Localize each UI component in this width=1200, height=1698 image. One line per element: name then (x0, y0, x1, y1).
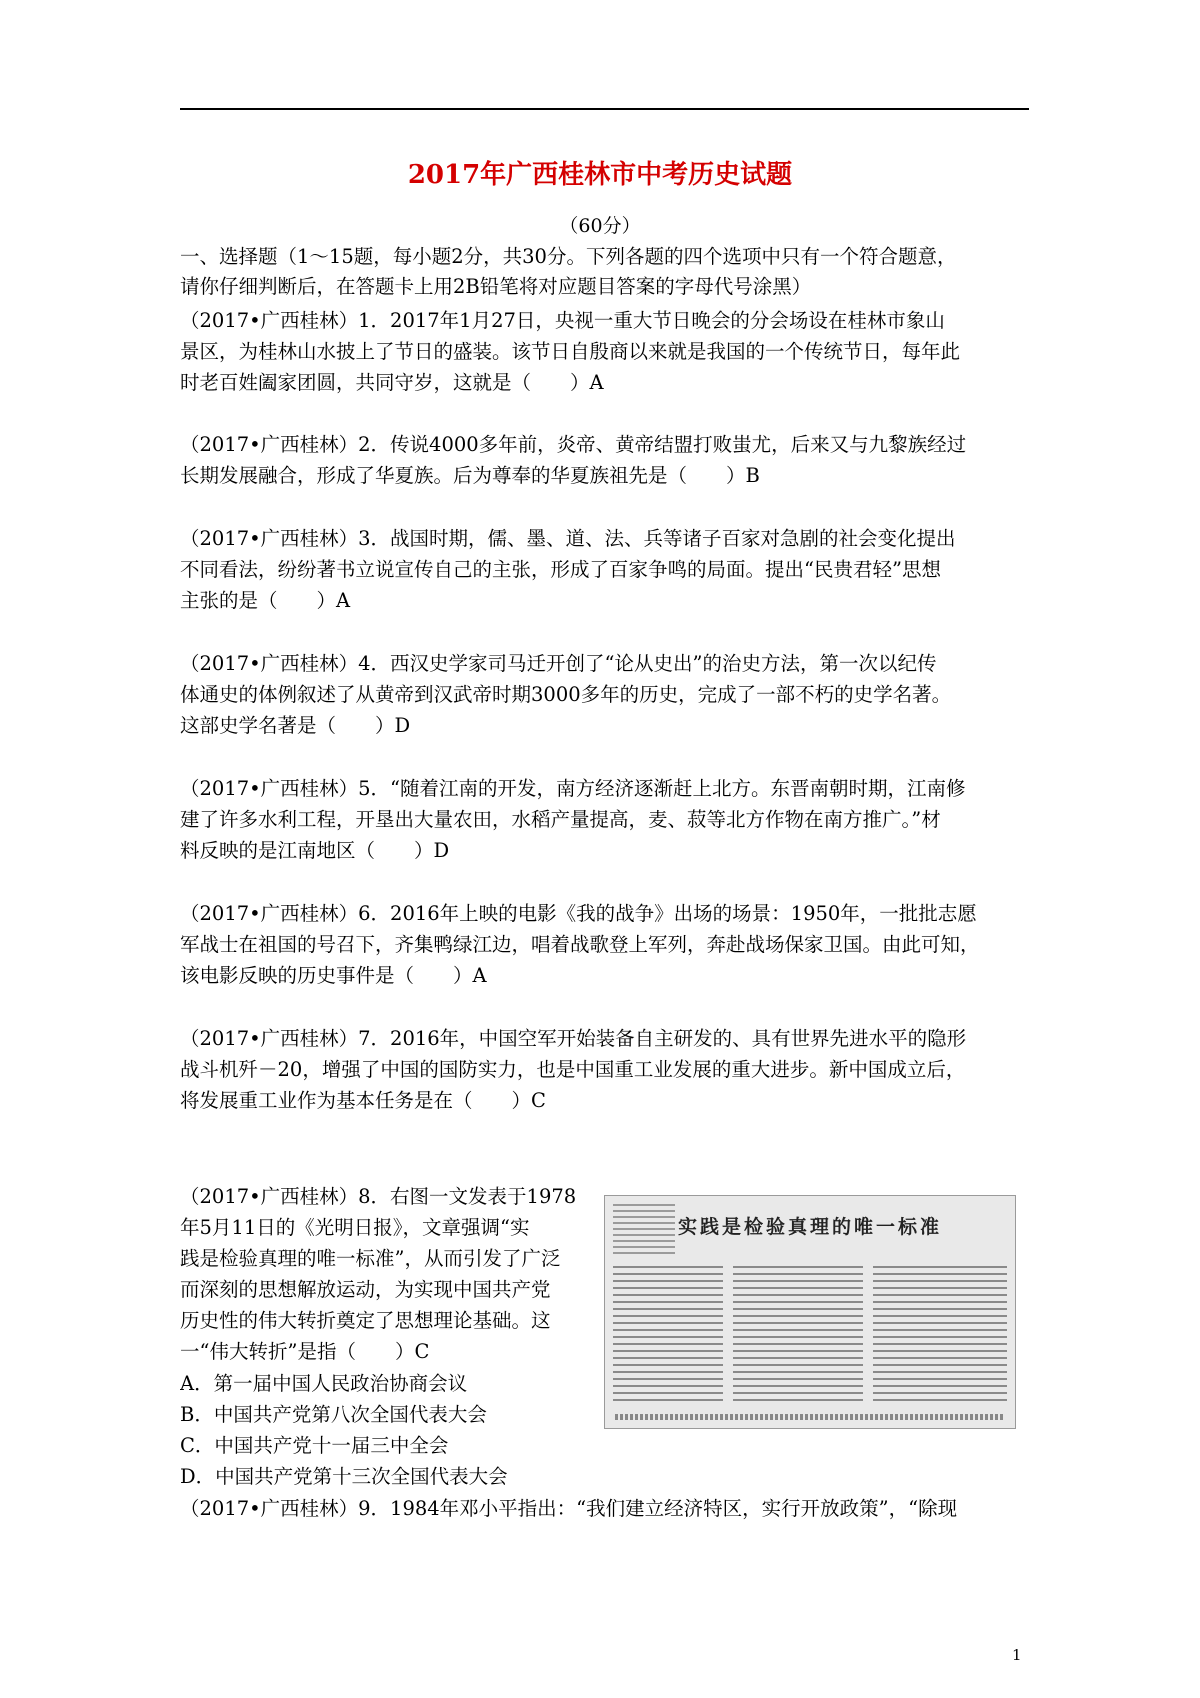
question-1-text: 景区，为桂林山水披上了节日的盛装。该节日自殷商以来就是我国的一个传统节日，每年此 (180, 340, 961, 363)
section-instruction: 一、选择题（1～15题，每小题2分，共30分。下列各题的四个选项中只有一个符合题意， (180, 245, 957, 268)
option-a: A．第一届中国人民政治协商会议 (180, 1372, 468, 1395)
question-6-text: （2017•广西桂林）6．2016年上映的电影《我的战争》出场的场景：1950年，一批批志愿 (180, 902, 977, 925)
section-instruction: 请你仔细判断后，在答题卡上用2B铅笔将对应题目答案的字母代号涂黑） (180, 275, 812, 298)
question-8-text: 践是检验真理的唯一标准”，从而引发了广泛 (180, 1247, 561, 1270)
question-5-text: （2017•广西桂林）5．“随着江南的开发，南方经济逐渐赶上北方。东晋南朝时期，江南修 (180, 777, 966, 800)
question-1-text: （2017•广西桂林）1．2017年1月27日，央视一重大节日晚会的分会场设在桂林市象山 (180, 309, 945, 332)
question-8-text: （2017•广西桂林）8．右图一文发表于1978 (180, 1185, 577, 1208)
question-2-text: （2017•广西桂林）2．传说4000多年前，炎帝、黄帝结盟打败蚩尤，后来又与九黎族经过 (180, 433, 967, 456)
question-7-text: （2017•广西桂林）7．2016年，中国空军开始装备自主研发的、具有世界先进水平的隐形 (180, 1027, 967, 1050)
option-d: D．中国共产党第十三次全国代表大会 (180, 1465, 508, 1488)
question-5-text: 料反映的是江南地区（ ）D (180, 839, 450, 862)
question-3-text: （2017•广西桂林）3．战国时期，儒、墨、道、法、兵等诸子百家对急剧的社会变化提出 (180, 527, 956, 550)
question-5-text: 建了许多水利工程，开垦出大量农田，水稻产量提高，麦、菽等北方作物在南方推广。”材 (180, 808, 941, 831)
question-6-text: 军战士在祖国的号召下，齐集鸭绿江边，唱着战歌登上军列，奔赴战场保家卫国。由此可知， (180, 933, 980, 956)
total-score: （60分） (559, 215, 641, 237)
question-7-text: 战斗机歼－20，增强了中国的国防实力，也是中国重工业发展的重大进步。新中国成立后， (180, 1058, 966, 1081)
question-4-text: 体通史的体例叙述了从黄帝到汉武帝时期3000多年的历史，完成了一部不朽的史学名著。 (180, 683, 952, 706)
newspaper-image (604, 1195, 1016, 1429)
option-c: C．中国共产党十一届三中全会 (180, 1434, 449, 1457)
page-title: 2017年广西桂林市中考历史试题 (407, 160, 793, 190)
question-8-text: 一“伟大转折”是指（ ）C (180, 1340, 430, 1363)
question-4-text: （2017•广西桂林）4．西汉史学家司马迁开创了“论从史出”的治史方法，第一次以纪传 (180, 652, 937, 675)
question-8-text: 而深刻的思想解放运动，为实现中国共产党 (180, 1278, 551, 1301)
question-3-text: 不同看法，纷纷著书立说宣传自己的主张，形成了百家争鸣的局面。提出“民贵君轻”思想 (180, 558, 941, 581)
question-8-text: 年5月11日的《光明日报》，文章强调“实 (180, 1216, 530, 1239)
newspaper-headline: 实践是检验真理的唯一标准 (677, 1216, 942, 1238)
newspaper-text-texture (613, 1266, 1007, 1416)
option-b: B．中国共产党第八次全国代表大会 (180, 1403, 487, 1426)
question-6-text: 该电影反映的历史事件是（ ）A (180, 964, 487, 987)
question-4-text: 这部史学名著是（ ）D (180, 714, 411, 737)
newspaper-footer-texture (615, 1414, 1005, 1420)
question-8-text: 历史性的伟大转折奠定了思想理论基础。这 (180, 1309, 551, 1332)
page-number: 1 (1012, 1646, 1022, 1664)
header-rule (180, 108, 1029, 110)
question-7-text: 将发展重工业作为基本任务是在（ ）C (180, 1089, 546, 1112)
question-1-text: 时老百姓阖家团圆，共同守岁，这就是（ ）A (180, 371, 604, 394)
question-3-text: 主张的是（ ）A (180, 589, 351, 612)
question-2-text: 长期发展融合，形成了华夏族。后为尊奉的华夏族祖先是（ ）B (180, 464, 760, 487)
question-9-text: （2017•广西桂林）9．1984年邓小平指出：“我们建立经济特区，实行开放政策”，“除现 (180, 1497, 958, 1520)
